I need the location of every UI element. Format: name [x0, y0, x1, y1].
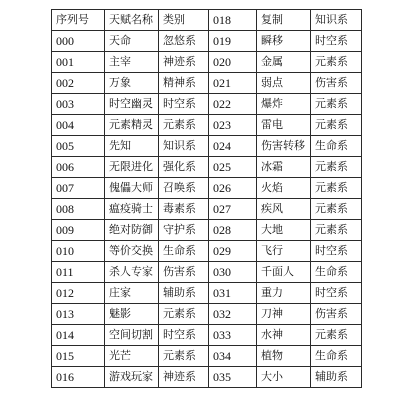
table-cell-serial-left: 002 [52, 73, 105, 94]
table-cell-talent-left: 傀儡大师 [105, 178, 159, 199]
table-cell-category-left: 元素系 [159, 304, 209, 325]
table-cell-talent-left: 元素精灵 [105, 115, 159, 136]
table-row [52, 346, 362, 367]
table-cell-talent-left: 万象 [105, 73, 159, 94]
header-cell-category: 类别 [159, 10, 209, 31]
table-cell-category-left: 元素系 [159, 115, 209, 136]
table-cell-serial-right: 023 [209, 115, 257, 136]
table-cell-talent-right: 疾风 [257, 199, 311, 220]
table-cell-serial-right: 027 [209, 199, 257, 220]
table-cell-category-left: 辅助系 [159, 283, 209, 304]
table-cell-category-right: 元素系 [311, 325, 362, 346]
table-cell-category-right: 知识系 [311, 10, 362, 31]
table-cell-serial-right: 034 [209, 346, 257, 367]
table-row [52, 199, 362, 220]
table-cell-serial-left: 001 [52, 52, 105, 73]
table-cell-serial-right: 019 [209, 31, 257, 52]
table-row [52, 178, 362, 199]
table-cell-talent-left: 瘟疫骑士 [105, 199, 159, 220]
table-cell-category-right: 生命系 [311, 262, 362, 283]
table-cell-serial-right: 025 [209, 157, 257, 178]
table-row [52, 94, 362, 115]
table-cell-category-right: 元素系 [311, 157, 362, 178]
talent-table [51, 9, 362, 388]
table-cell-talent-right: 重力 [257, 283, 311, 304]
table-cell-serial-left: 011 [52, 262, 105, 283]
table-cell-serial-left: 014 [52, 325, 105, 346]
table-cell-talent-left: 先知 [105, 136, 159, 157]
table-row [52, 115, 362, 136]
table-cell-serial-right: 018 [209, 10, 257, 31]
table-cell-category-left: 元素系 [159, 346, 209, 367]
table-cell-serial-left: 008 [52, 199, 105, 220]
table-cell-talent-right: 水神 [257, 325, 311, 346]
table-cell-serial-right: 026 [209, 178, 257, 199]
table-cell-category-right: 元素系 [311, 52, 362, 73]
table-cell-category-left: 忽悠系 [159, 31, 209, 52]
table-cell-category-left: 守护系 [159, 220, 209, 241]
table-cell-talent-left: 时空幽灵 [105, 94, 159, 115]
table-cell-category-right: 元素系 [311, 178, 362, 199]
table-cell-talent-right: 爆炸 [257, 94, 311, 115]
table-row [52, 262, 362, 283]
table-cell-serial-right: 028 [209, 220, 257, 241]
table-cell-talent-right: 飞行 [257, 241, 311, 262]
table-row [52, 304, 362, 325]
table-cell-serial-right: 035 [209, 367, 257, 388]
table-cell-serial-right: 024 [209, 136, 257, 157]
table-cell-serial-right: 031 [209, 283, 257, 304]
table-cell-talent-left: 主宰 [105, 52, 159, 73]
table-cell-category-right: 辅助系 [311, 367, 362, 388]
table-cell-serial-right: 030 [209, 262, 257, 283]
table-cell-talent-left: 绝对防御 [105, 220, 159, 241]
table-cell-talent-left: 空间切割 [105, 325, 159, 346]
table-cell-talent-right: 千面人 [257, 262, 311, 283]
table-row [52, 73, 362, 94]
table-cell-serial-left: 000 [52, 31, 105, 52]
table-row [52, 157, 362, 178]
table-cell-serial-left: 015 [52, 346, 105, 367]
table-row [52, 220, 362, 241]
table-cell-talent-right: 弱点 [257, 73, 311, 94]
table-cell-talent-right: 大地 [257, 220, 311, 241]
table-cell-serial-right: 029 [209, 241, 257, 262]
table-cell-talent-right: 雷电 [257, 115, 311, 136]
table-header-row [52, 10, 362, 31]
table-cell-category-left: 毒素系 [159, 199, 209, 220]
table-cell-talent-right: 伤害转移 [257, 136, 311, 157]
table-row [52, 52, 362, 73]
table-cell-serial-left: 004 [52, 115, 105, 136]
table-row [52, 31, 362, 52]
table-row [52, 283, 362, 304]
table-cell-category-left: 伤害系 [159, 262, 209, 283]
header-cell-serial: 序列号 [52, 10, 105, 31]
table-cell-talent-right: 复制 [257, 10, 311, 31]
table-cell-serial-left: 013 [52, 304, 105, 325]
table-cell-serial-left: 016 [52, 367, 105, 388]
table-row [52, 367, 362, 388]
table-cell-category-left: 精神系 [159, 73, 209, 94]
table-cell-serial-right: 021 [209, 73, 257, 94]
table-cell-serial-left: 009 [52, 220, 105, 241]
table-cell-category-right: 元素系 [311, 115, 362, 136]
table-cell-serial-right: 022 [209, 94, 257, 115]
table-cell-category-right: 元素系 [311, 199, 362, 220]
table-cell-talent-right: 刀神 [257, 304, 311, 325]
table-cell-serial-left: 005 [52, 136, 105, 157]
table-cell-serial-left: 012 [52, 283, 105, 304]
table-cell-talent-left: 光芒 [105, 346, 159, 367]
table-cell-talent-left: 无限进化 [105, 157, 159, 178]
table-row [52, 241, 362, 262]
table-cell-serial-right: 020 [209, 52, 257, 73]
table-cell-category-left: 生命系 [159, 241, 209, 262]
table-cell-talent-left: 游戏玩家 [105, 367, 159, 388]
table-cell-category-right: 生命系 [311, 346, 362, 367]
table-cell-category-left: 时空系 [159, 325, 209, 346]
table-cell-category-left: 强化系 [159, 157, 209, 178]
table-cell-category-left: 知识系 [159, 136, 209, 157]
table-cell-category-right: 时空系 [311, 283, 362, 304]
table-row [52, 136, 362, 157]
table-cell-category-right: 时空系 [311, 241, 362, 262]
table-cell-talent-right: 金属 [257, 52, 311, 73]
table-cell-category-left: 召唤系 [159, 178, 209, 199]
table-cell-talent-left: 等价交换 [105, 241, 159, 262]
table-cell-category-right: 时空系 [311, 31, 362, 52]
table-cell-talent-left: 魅影 [105, 304, 159, 325]
table-cell-serial-left: 003 [52, 94, 105, 115]
table-cell-category-left: 神迹系 [159, 367, 209, 388]
table-cell-talent-left: 庄家 [105, 283, 159, 304]
talent-table-body [52, 10, 362, 388]
table-cell-talent-left: 天命 [105, 31, 159, 52]
header-cell-talent-name: 天赋名称 [105, 10, 159, 31]
table-cell-category-right: 伤害系 [311, 304, 362, 325]
table-cell-talent-right: 瞬移 [257, 31, 311, 52]
table-cell-talent-left: 杀人专家 [105, 262, 159, 283]
table-cell-category-right: 元素系 [311, 220, 362, 241]
table-cell-talent-right: 植物 [257, 346, 311, 367]
table-cell-serial-left: 007 [52, 178, 105, 199]
table-cell-category-right: 伤害系 [311, 73, 362, 94]
table-cell-serial-right: 032 [209, 304, 257, 325]
table-cell-category-left: 神迹系 [159, 52, 209, 73]
table-row [52, 325, 362, 346]
table-cell-category-right: 生命系 [311, 136, 362, 157]
table-cell-category-right: 元素系 [311, 94, 362, 115]
table-cell-serial-left: 006 [52, 157, 105, 178]
table-cell-talent-right: 冰霜 [257, 157, 311, 178]
table-cell-serial-left: 010 [52, 241, 105, 262]
table-cell-category-left: 时空系 [159, 94, 209, 115]
table-cell-talent-right: 大小 [257, 367, 311, 388]
table-cell-serial-right: 033 [209, 325, 257, 346]
table-cell-talent-right: 火焰 [257, 178, 311, 199]
